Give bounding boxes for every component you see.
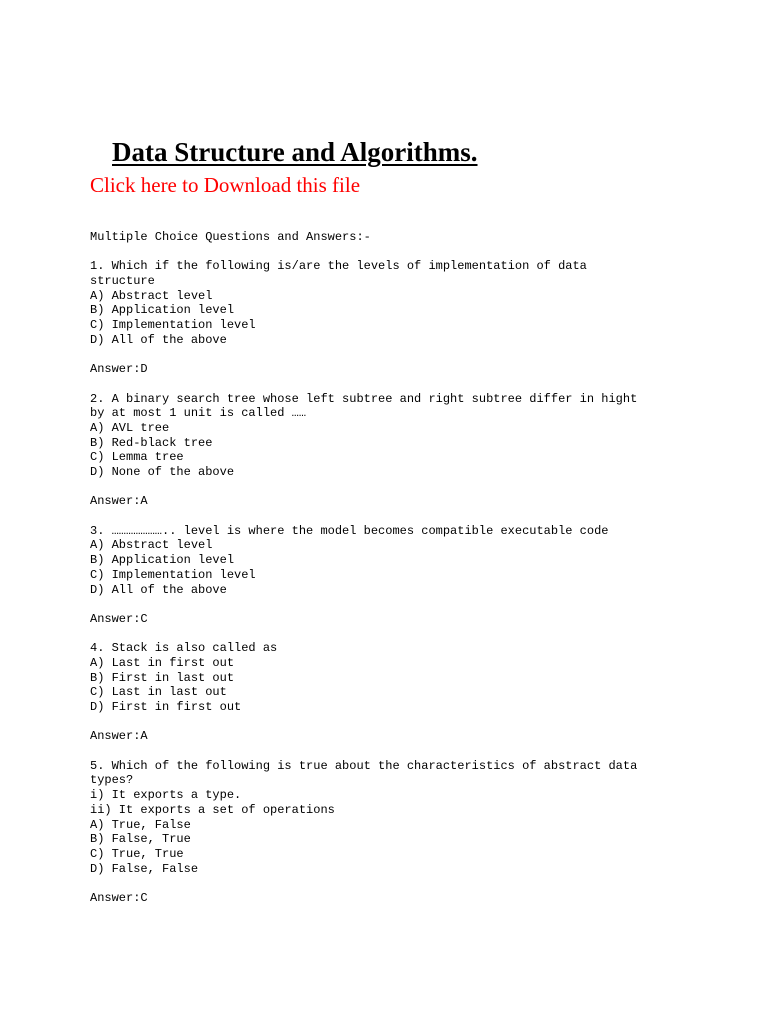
question-text: 3. ………………….. level is where the model becomes compatible executable code [90,523,609,538]
question-text: i) It exports a type. [90,788,242,803]
spacer [90,480,690,495]
question-text: 2. A binary search tree whose left subtree and right subtree differ in hight [90,391,638,406]
question-text: 5. Which of the following is true about the characteristics of abstract data [90,758,638,773]
mcq-content [90,230,690,920]
document-title: Data Structure and Algorithms. [112,137,478,167]
answer-text: Answer:D [90,362,148,377]
spacer [90,377,690,392]
spacer [90,597,690,612]
answer-option: A) Abstract level [90,538,213,553]
question-block [90,392,690,524]
spacer [90,744,690,759]
answer-option: A) Last in first out [90,655,235,670]
spacer [90,627,690,642]
question-text: by at most 1 unit is called …… [90,406,307,421]
answer-option: D) False, False [90,861,199,876]
answer-option: D) None of the above [90,465,235,479]
download-file-link[interactable]: Click here to Download this file [90,173,361,197]
question-block [90,641,690,759]
question-text: ii) It exports a set of operations [90,802,335,817]
spacer [90,876,690,891]
answer-option: B) Application level [90,553,235,568]
answer-option: C) Last in last out [90,685,227,700]
answer-option: D) All of the above [90,582,227,597]
question-text: structure [90,274,155,289]
question-text: 1. Which if the following is/are the levels of implementation of data [90,259,587,274]
answer-option: C) Implementation level [90,318,256,333]
answer-option: B) First in last out [90,670,235,685]
question-text: types? [90,773,134,788]
answer-option: D) All of the above [90,332,227,347]
question-text: 4. Stack is also called as [90,641,278,656]
question-list [90,259,690,920]
spacer [90,509,690,524]
question-block [90,759,690,921]
answer-option: C) True, True [90,846,184,861]
answer-option: A) AVL tree [90,420,170,435]
intro-text: Multiple Choice Questions and Answers:- [90,230,371,244]
answer-text: Answer:A [90,729,148,744]
answer-option: D) First in first out [90,700,242,714]
answer-option: A) Abstract level [90,288,213,303]
spacer [90,245,690,260]
spacer [90,906,690,921]
answer-text: Answer:A [90,494,148,509]
answer-option: B) Red-black tree [90,435,213,450]
answer-option: A) True, False [90,817,191,832]
spacer [90,715,690,730]
spacer [90,348,690,363]
answer-option: B) Application level [90,303,235,318]
answer-option: C) Lemma tree [90,450,184,465]
answer-text: Answer:C [90,890,148,905]
question-block [90,259,690,391]
answer-option: C) Implementation level [90,567,256,582]
answer-option: B) False, True [90,832,191,847]
answer-text: Answer:C [90,611,148,626]
question-block [90,524,690,642]
